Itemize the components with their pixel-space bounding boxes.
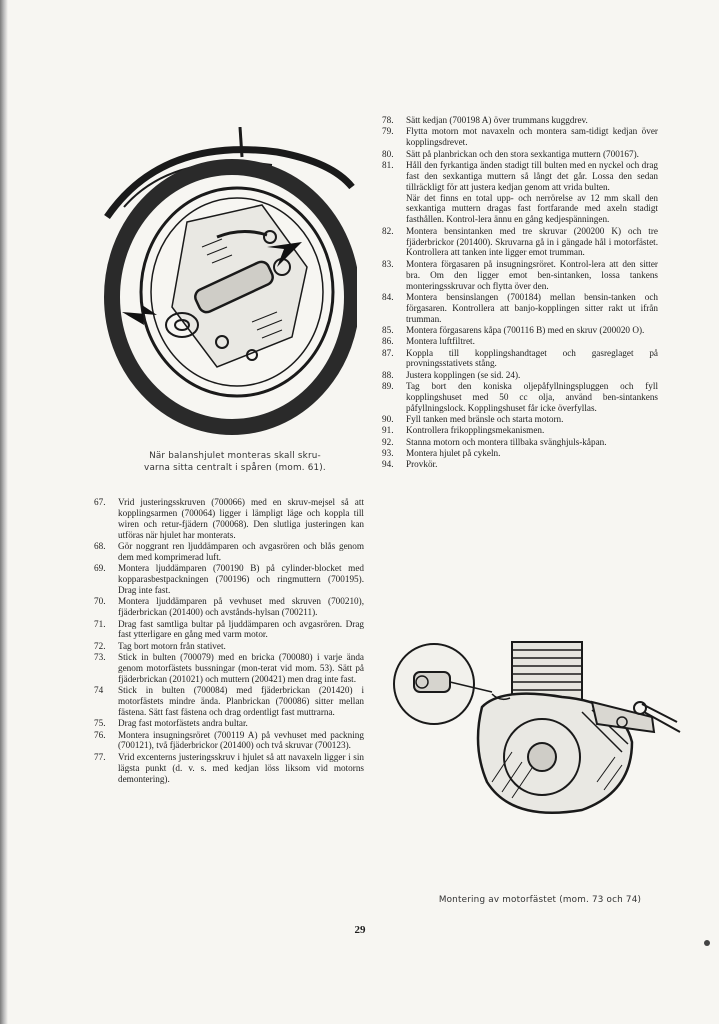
step-number: 81. [382,159,394,170]
bottom-figure-caption: Montering av motorfästet (mom. 73 och 74) [438,895,642,905]
step-text: Kontrollera frikopplingsmekanismen. [406,425,545,436]
step-text: Håll den fyrkantiga änden stadigt till bulten med en nyckel och drag fast den sexkantiga muttern så långt det går. Lossa den sedan tillräckligt för att justera kedjan genom att vrida bulten. När det finns en total upp- och nerrörelse av 12 mm skall den sexkantiga muttern dragas fast fortfarande med axeln stadigt fasthållen. Kontrol-lera ännu en gång kedjespänningen. [406,159,658,225]
step-number: 83. [382,258,394,269]
step-text: Fyll tanken med bränsle och starta motorn. [406,414,564,425]
step-item [382,370,658,381]
step-number: 85. [382,324,394,335]
step-number: 92. [382,436,394,447]
step-text: Montera förgasaren på insugningsröret. Kontrol-lera att den sitter bra. Om den ligger emot ben-sintanken, lossa tankens monteringsskruvar och flytta över den. [406,258,658,291]
step-item [94,652,364,685]
step-item [94,641,364,652]
step-item [382,348,658,370]
step-item [94,730,364,752]
step-number: 76. [94,729,106,740]
step-item [382,459,658,470]
step-item [94,752,364,785]
step-text: Gör noggrant ren ljuddämparen och avgasrören och blås genom dem med komprimerad luft. [118,541,364,562]
step-text: Montera bensintanken med tre skruvar (200200 K) och tre fjäderbrickor (201400). Skruvarna gå in i gängade hål i motorfästet. Kontrollera att tanken inte ligger emot trumman. [406,225,658,258]
step-number: 77. [94,751,106,762]
step-item [94,596,364,618]
step-text: Justera kopplingen (se sid. 24). [406,369,521,380]
step-text: Stick in bulten (700079) med en bricka (700080) i varje ända genom motorfästets bussningar (mon-terat vid mom. 53). Sätt på fjäderbrickan (201021) och muttern (200421) men drag inte fast. [118,652,364,684]
step-text: Sätt kedjan (700198 A) över trummans kuggdrev. [406,115,588,125]
scan-dot [704,940,710,946]
step-item [382,160,658,225]
step-text: Montera förgasarens kåpa (700116 B) med en skruv (200020 O). [406,324,645,335]
step-item [94,541,364,563]
step-item [382,336,658,347]
step-text: Vrid excenterns justeringsskruv i hjulet så att navaxeln ligger i sin lägsta punkt (d. v. s. med kedjan löss liksom vid motorns demontering). [118,751,364,784]
step-item [382,126,658,148]
step-text: Montera ljuddämparen på vevhuset med skruven (700210), fjäderbrickan (201400) och avstånds-hylsan (700211). [118,596,364,618]
step-item [94,685,364,718]
step-item [382,292,658,325]
step-item [382,381,658,414]
step-item [382,425,658,436]
step-number: 78. [382,115,394,125]
step-number: 68. [94,541,106,552]
step-number: 87. [382,347,394,358]
left-step-list [94,497,364,785]
step-text: Montera insugningsröret (700119 A) på vevhuset med packning (700121), två fjäderbrickor (201400) och två skruvar (700123). [118,729,364,751]
step-number: 89. [382,381,394,392]
step-number: 73. [94,652,106,663]
step-text: Flytta motorn mot navaxeln och montera sam-tidigt kedjan över kopplingsdrevet. [406,126,658,148]
step-text: Montera luftfiltret. [406,336,475,347]
step-item [382,149,658,160]
step-item [382,325,658,336]
step-text: Stick in bulten (700084) med fjäderbrickan (201420) i motorfästets mindre ända. Planbrickan (700086) sitter mellan fästena. Sätt fast fästena och drag ordentligt fast muttrarna. [118,685,364,717]
step-item [94,718,364,729]
step-text: Tag bort motorn från stativet. [118,640,226,651]
step-number: 75. [94,718,106,729]
step-number: 79. [382,126,394,137]
step-text: Provkör. [406,459,438,470]
motor-mount-illustration [392,632,682,822]
right-step-list [382,115,658,471]
step-number: 74 [94,685,104,696]
step-number: 69. [94,563,106,574]
step-text: Montera bensinslangen (700184) mellan bensin-tanken och förgasaren. Kontrollera att banjo-kopplingen sitter rakt ut ifrån trumman. [406,291,658,324]
step-number: 90. [382,414,394,425]
step-item [382,259,658,292]
top-figure-caption: När balanshjulet monteras skall skru- varna sitta centralt i spåren (mom. 61). [144,451,326,473]
step-number: 84. [382,291,394,302]
wheel-hub-illustration [102,127,357,450]
step-text: Drag fast samtliga bultar på ljuddämparen och avgasrören. Drag fast ytterligare en gång med varm motor. [118,618,364,640]
step-item [382,448,658,459]
step-number: 82. [382,225,394,236]
step-item [382,414,658,425]
step-item [94,619,364,641]
step-number: 67. [94,497,106,507]
scan-edge-shadow [0,0,8,1024]
step-number: 72. [94,640,106,651]
step-text: Montera ljuddämparen (700190 B) på cylinder-blocket med kopparasbestpackningen (700196) och ringmuttern (700195). Drag inte fast. [118,563,364,596]
step-text: Montera hjulet på cykeln. [406,448,501,459]
step-number: 70. [94,596,106,607]
step-number: 80. [382,148,394,159]
step-text: Koppla till kopplingshandtaget och gasreglaget på provningsstativets stång. [406,347,658,369]
step-item [94,497,364,541]
step-text: Tag bort den koniska oljepåfyllningspluggen och fyll kopplingshuset med 50 cc olja, använd ben-sintankens påfyllningslock. Kopplingshuset får icke överfyllas. [406,381,658,413]
step-text: Drag fast motorfästets andra bultar. [118,718,248,729]
step-number: 93. [382,448,394,459]
step-item [382,226,658,259]
step-item [382,437,658,448]
page-number: 29 [354,924,366,936]
step-number: 91. [382,425,394,436]
step-text: Vrid justeringsskruven (700066) med en skruv-mejsel så att kopplingsarmen (700064) ligger i lämpligt läge och koppla till wiren och retur-fjädern (700068). Den slutliga justeringen kan utföras när hjulet har monterats. [118,497,364,540]
step-number: 86. [382,336,394,347]
step-number: 71. [94,618,106,629]
step-text: Stanna motorn och montera tillbaka svänghjuls-kåpan. [406,436,607,447]
step-number: 88. [382,369,394,380]
step-item [382,115,658,126]
step-text: Sätt på planbrickan och den stora sexkantiga muttern (700167). [406,148,639,159]
step-item [94,563,364,596]
step-number: 94. [382,459,394,470]
